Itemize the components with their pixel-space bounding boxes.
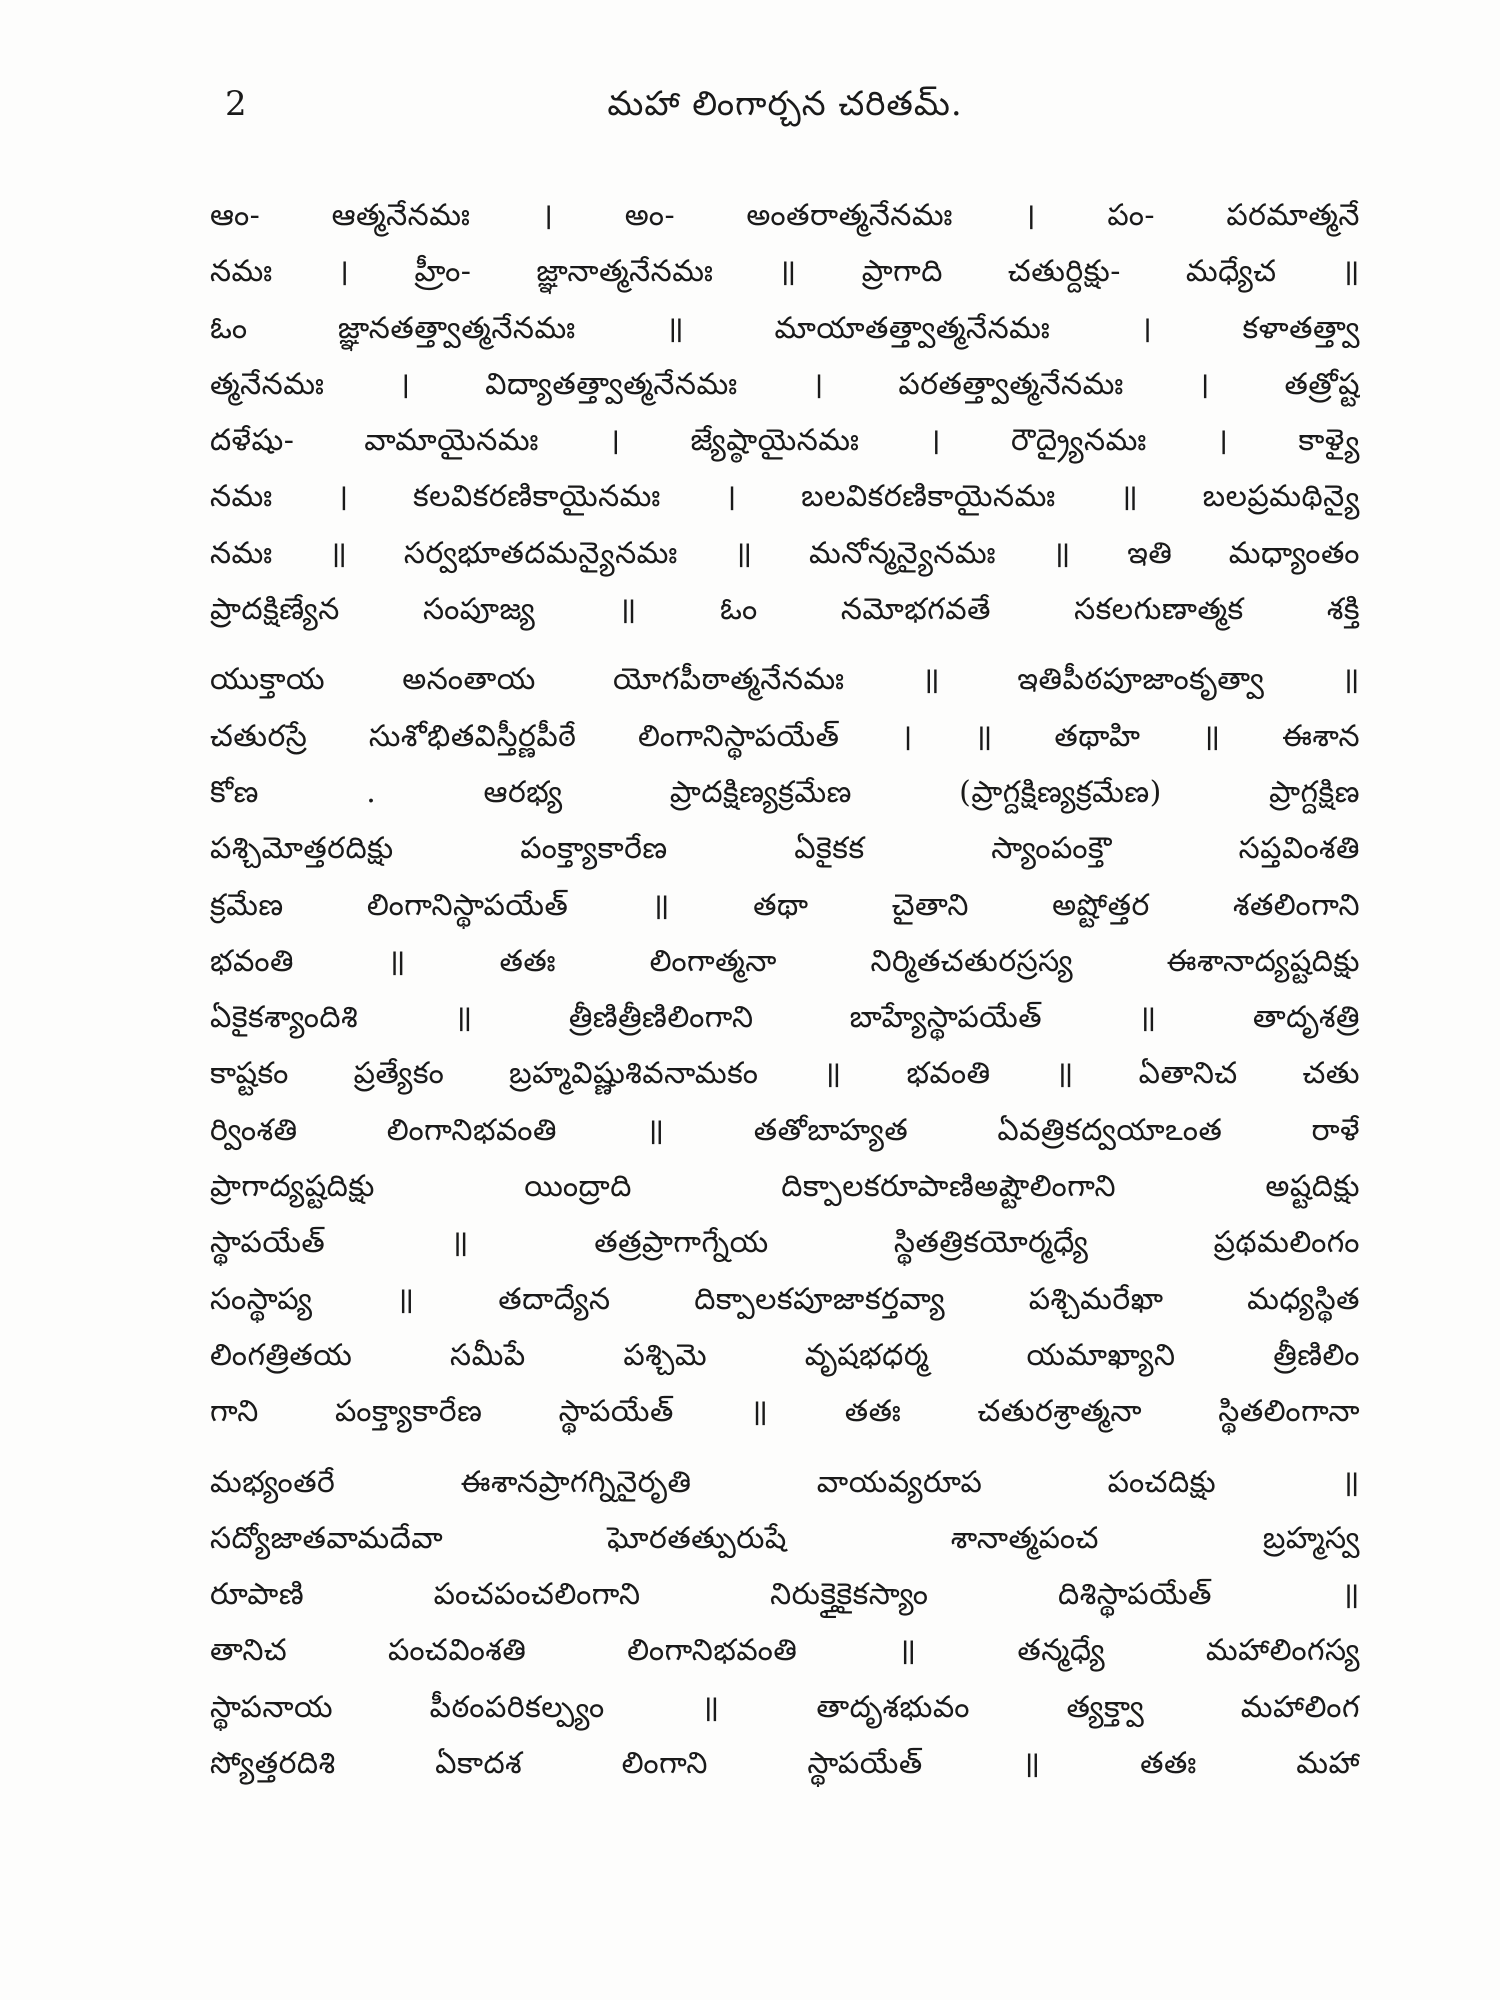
text-line: యుక్తాయ అనంతాయ యోగపీఠాత్మనేనమః ॥ ఇతిపీఠపూజాంకృత్వా ॥ [210,662,1360,698]
body-text [210,188,1360,1792]
page-header [215,78,1355,130]
text-line: ఏకైకశ్యాందిశి ॥ త్రీణిత్రీణిలింగాని బాహ్యేస్థాపయేత్ ॥ తాదృశత్రి [210,1000,1360,1036]
text-line: కాష్టకం ప్రత్యేకం బ్రహ్మవిష్ణుశివనామకం ॥ భవంతి ॥ ఏతానిచ చతు [210,1056,1360,1092]
text-line: సద్యోజాతవామదేవా ఘోరతత్పురుషే శానాత్మపంచ బ్రహ్మస్వ [210,1520,1360,1556]
text-line: ఓం జ్ఞానతత్త్వాత్మనేనమః ॥ మాయాతత్త్వాత్మనేనమః । కళాతత్త్వా [210,310,1360,346]
running-title: మహా లింగార్చన చరితమ్. [607,84,963,124]
text-line: తానిచ పంచవింశతి లింగానిభవంతి ॥ తన్మధ్యే మహాలింగస్య [210,1633,1360,1669]
text-line: స్థాపయేత్ ॥ తత్రప్రాగాగ్నేయ స్థితత్రికయోర్మధ్యే ప్రథమలింగం [210,1225,1360,1261]
text-line: నమః । హ్రీం- జ్ఞానాత్మనేనమః ॥ ప్రాగాది చతుర్దిక్షు- మధ్యేచ ॥ [210,254,1360,290]
text-line: లింగత్రితయ సమీపే పశ్చిమె వృషభధర్మ యమాఖ్యాని త్రీణిలిం [210,1337,1360,1373]
text-line: ప్రాదక్షిణ్యేన సంపూజ్య ॥ ఓం నమోభగవతే సకలగుణాత్మక శక్తి [210,592,1360,628]
text-line: కోణ . ఆరభ్య ప్రాదక్షిణ్యక్రమేణ (ప్రాగ్దక్షిణ్యక్రమేణ) ప్రాగ్దక్షిణ [210,774,1360,810]
text-line: ఆం- ఆత్మనేనమః । అం- అంతరాత్మనేనమః । పం- పరమాత్మనే [210,198,1360,233]
text-line: త్మనేనమః । విద్యాతత్త్వాత్మనేనమః । పరతత్త్వాత్మనేనమః । తత్రోష్ట [210,366,1360,402]
text-line: క్రమేణ లింగానిస్థాపయేత్ ॥ తథా చైతాని అష్టోత్తర శతలింగాని [210,887,1360,923]
text-line: మభ్యంతరే ఈశానప్రాగగ్నినైరృతి వాయవ్యరూప పంచదిక్షు ॥ [210,1464,1360,1500]
text-line: గాని పంక్త్యాకారేణ స్థాపయేత్ ॥ తతః చతురశ్రాత్మనా స్థితలింగానా [210,1394,1360,1430]
text-line: భవంతి ॥ తతః లింగాత్మనా నిర్మితచతురస్రస్య ఈశానాద్యష్టదిక్షు [210,943,1360,979]
text-line: స్యోత్తరదిశి ఏకాదశ లింగాని స్థాపయేత్ ॥ తతః మహా [210,1746,1360,1782]
text-line: రూపాణి పంచపంచలింగాని నిరుక్తైకైకస్యాం దిశిస్థాపయేత్ ॥ [210,1577,1360,1613]
text-line: సంస్థాప్య ॥ తదాద్యేన దిక్పాలకపూజాకర్తవ్యా పశ్చిమరేఖా మధ్యస్థిత [210,1281,1360,1317]
text-line: ర్వింశతి లింగానిభవంతి ॥ తతోబాహ్యత ఏవత్రికద్వయాఽంత రాళే [210,1112,1360,1148]
page-number: 2 [225,84,247,124]
text-line: చతురస్రే సుశోభితవిస్తీర్ణపీఠే లింగానిస్థాపయేత్ । ॥ తథాహి ॥ ఈశాన [210,718,1360,754]
text-line: నమః । కలవికరణికాయైనమః । బలవికరణికాయైనమః ॥ బలప్రమథిన్యై [210,479,1360,515]
text-line: పశ్చిమోత్తరదిక్షు పంక్త్యాకారేణ ఏకైకక స్యాంపంక్తౌ సప్తవింశతి [210,831,1360,867]
text-line: దళేషు- వామాయైనమః । జ్యేష్ఠాయైనమః । రౌద్ర్యైనమః । కాళ్యై [210,423,1360,459]
text-line: స్థాపనాయ పీఠంపరికల్ప్యం ॥ తాదృశభువం త్యక్త్వా మహాలింగ [210,1689,1360,1725]
text-line: ప్రాగాద్యష్టదిక్షు యింద్రాది దిక్పాలకరూపాణిఅష్టౌలింగాని అష్టదిక్షు [210,1169,1360,1205]
text-line: నమః ॥ సర్వభూతదమన్యైనమః ॥ మనోన్మన్యైనమః ॥ ఇతి మధ్యాంతం [210,535,1360,571]
